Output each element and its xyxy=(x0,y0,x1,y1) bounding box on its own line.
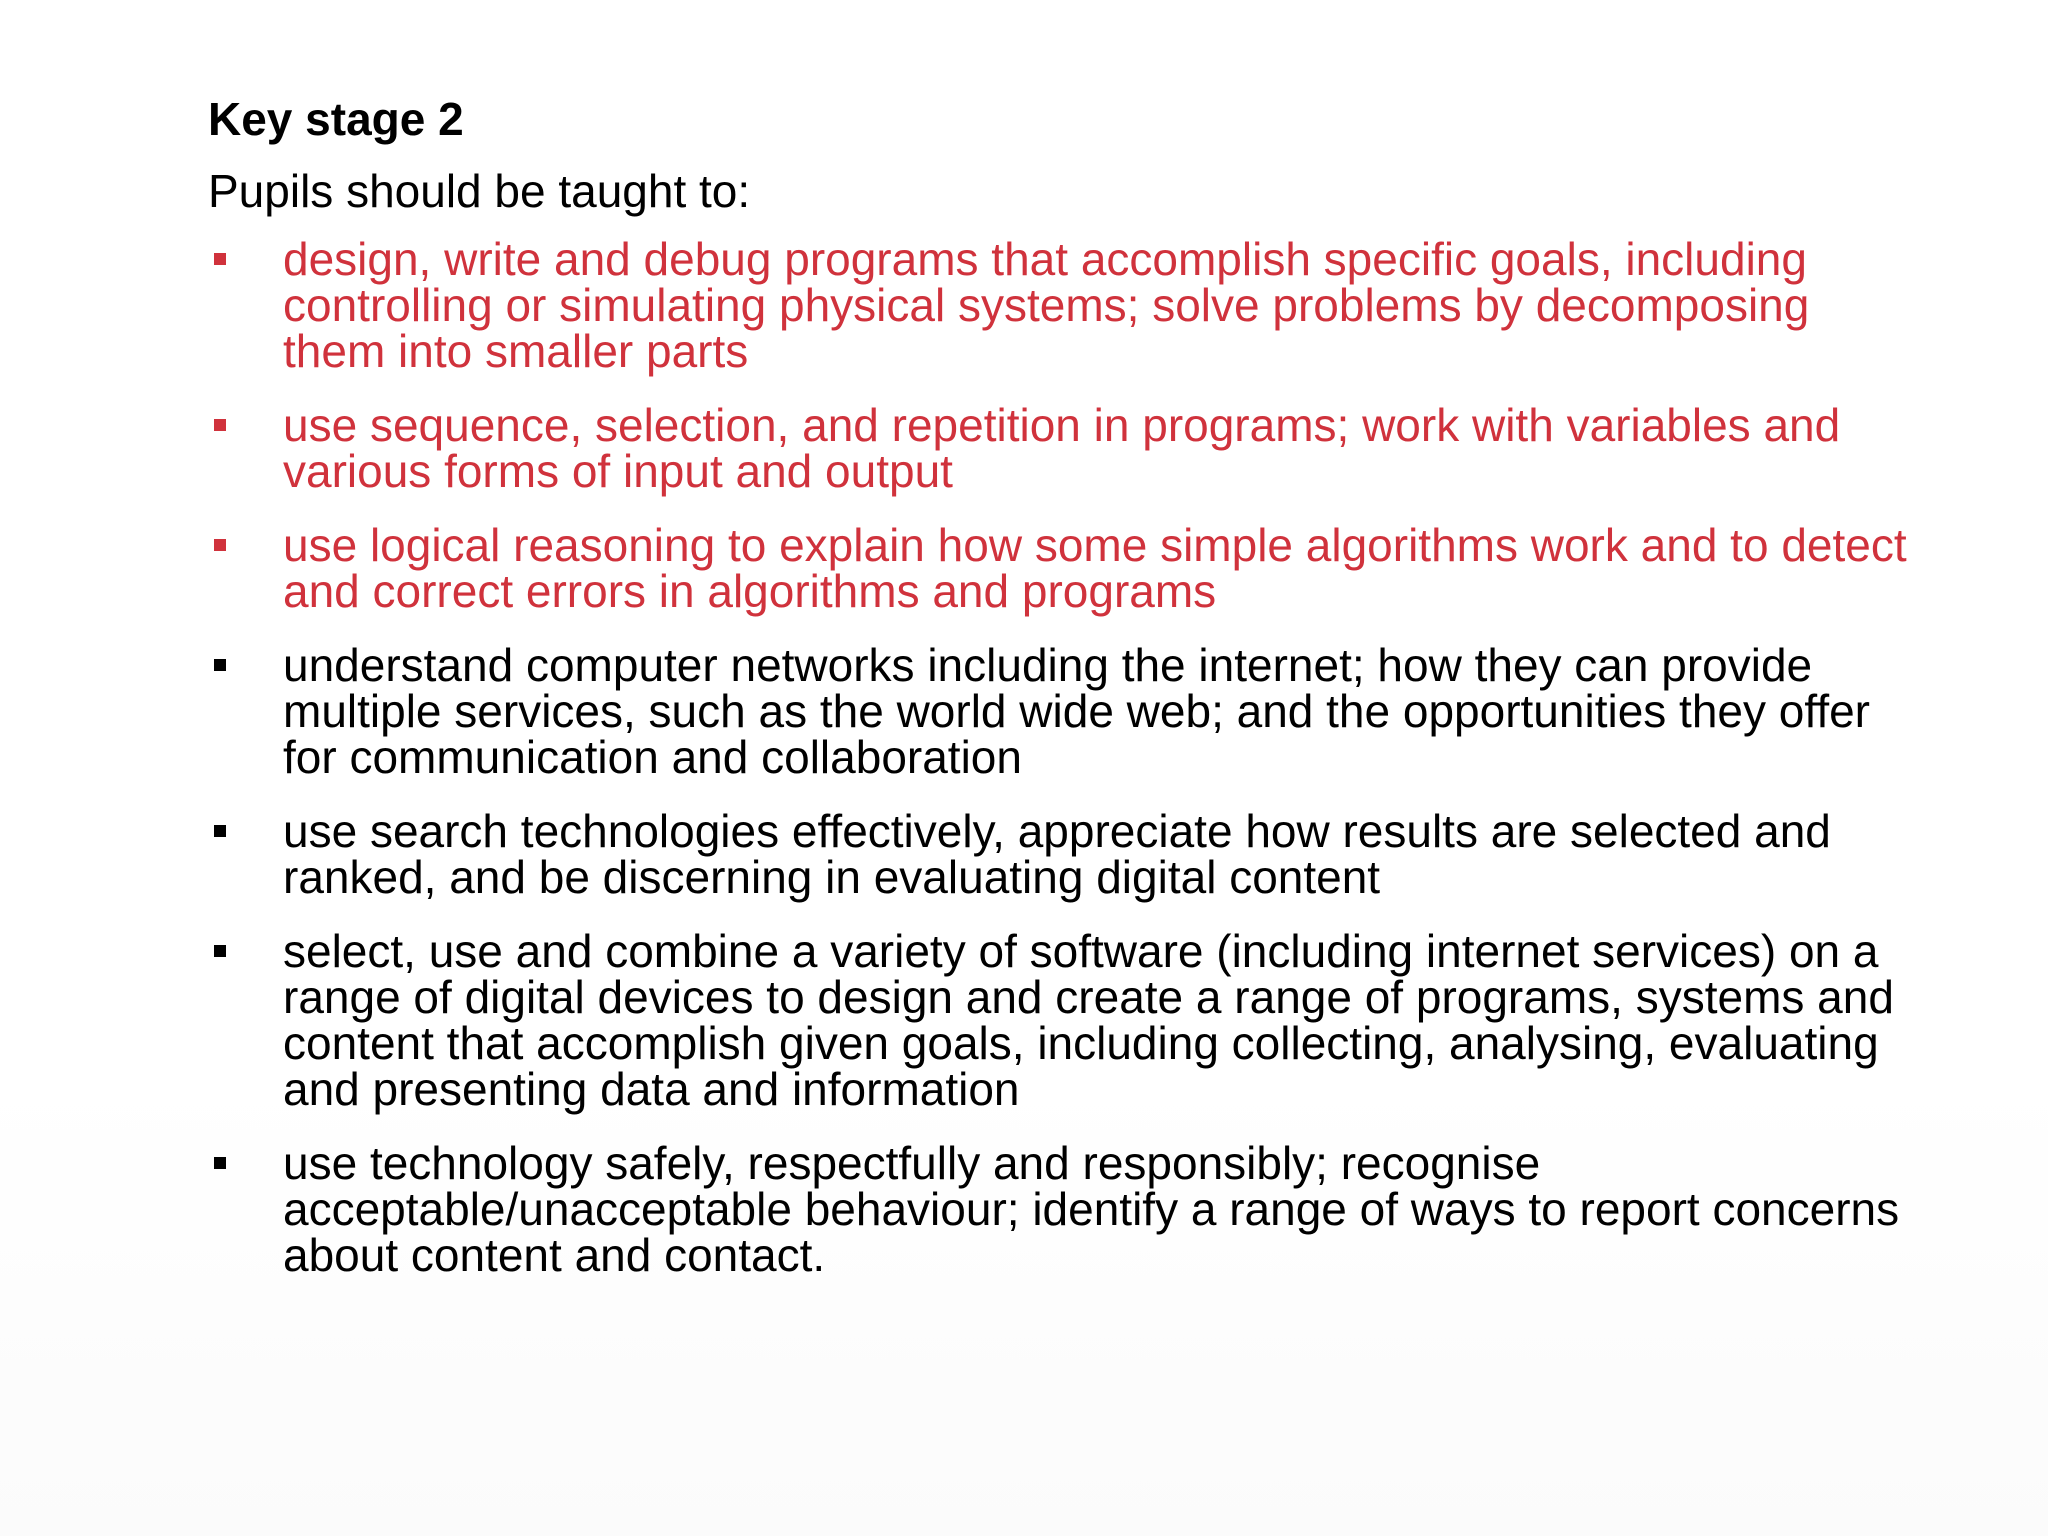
list-item xyxy=(208,925,1908,1115)
list-item xyxy=(208,1137,1908,1281)
square-bullet-icon xyxy=(214,825,226,837)
list-item xyxy=(208,639,1908,783)
list-item-text: understand computer networks including the internet; how they can provide multiple services, such as the world wide web; and the opportunities they offer for communication and collaboration xyxy=(283,639,1870,783)
list-item-text: select, use and combine a variety of software (including internet services) on a range of digital devices to design and create a range of programs, systems and content that accomplish given goals, including collecting, analysing, evaluating and presenting data and information xyxy=(283,925,1894,1115)
list-item-text: design, write and debug programs that accomplish specific goals, including controlling or simulating physical systems; solve problems by decomposing them into smaller parts xyxy=(283,233,1810,377)
square-bullet-icon xyxy=(214,253,226,265)
curriculum-list xyxy=(208,233,1908,1281)
square-bullet-icon xyxy=(214,1157,226,1169)
list-item xyxy=(208,399,1908,497)
page-title: Key stage 2 xyxy=(208,93,464,145)
list-item-text: use logical reasoning to explain how some simple algorithms work and to detect and correct errors in algorithms and programs xyxy=(283,519,1907,617)
slide-content xyxy=(208,92,1908,1306)
list-item-text: use search technologies effectively, appreciate how results are selected and ranked, and be discerning in evaluating digital content xyxy=(283,805,1831,903)
square-bullet-icon xyxy=(214,539,226,551)
square-bullet-icon xyxy=(214,945,226,957)
list-item xyxy=(208,519,1908,617)
square-bullet-icon xyxy=(214,659,226,671)
list-item xyxy=(208,233,1908,377)
square-bullet-icon xyxy=(214,419,226,431)
intro-text: Pupils should be taught to: xyxy=(208,165,751,217)
list-item-text: use sequence, selection, and repetition in programs; work with variables and various forms of input and output xyxy=(283,399,1841,497)
list-item-text: use technology safely, respectfully and responsibly; recognise acceptable/unacceptable behaviour; identify a range of ways to report concerns about content and contact. xyxy=(283,1137,1900,1281)
list-item xyxy=(208,805,1908,903)
